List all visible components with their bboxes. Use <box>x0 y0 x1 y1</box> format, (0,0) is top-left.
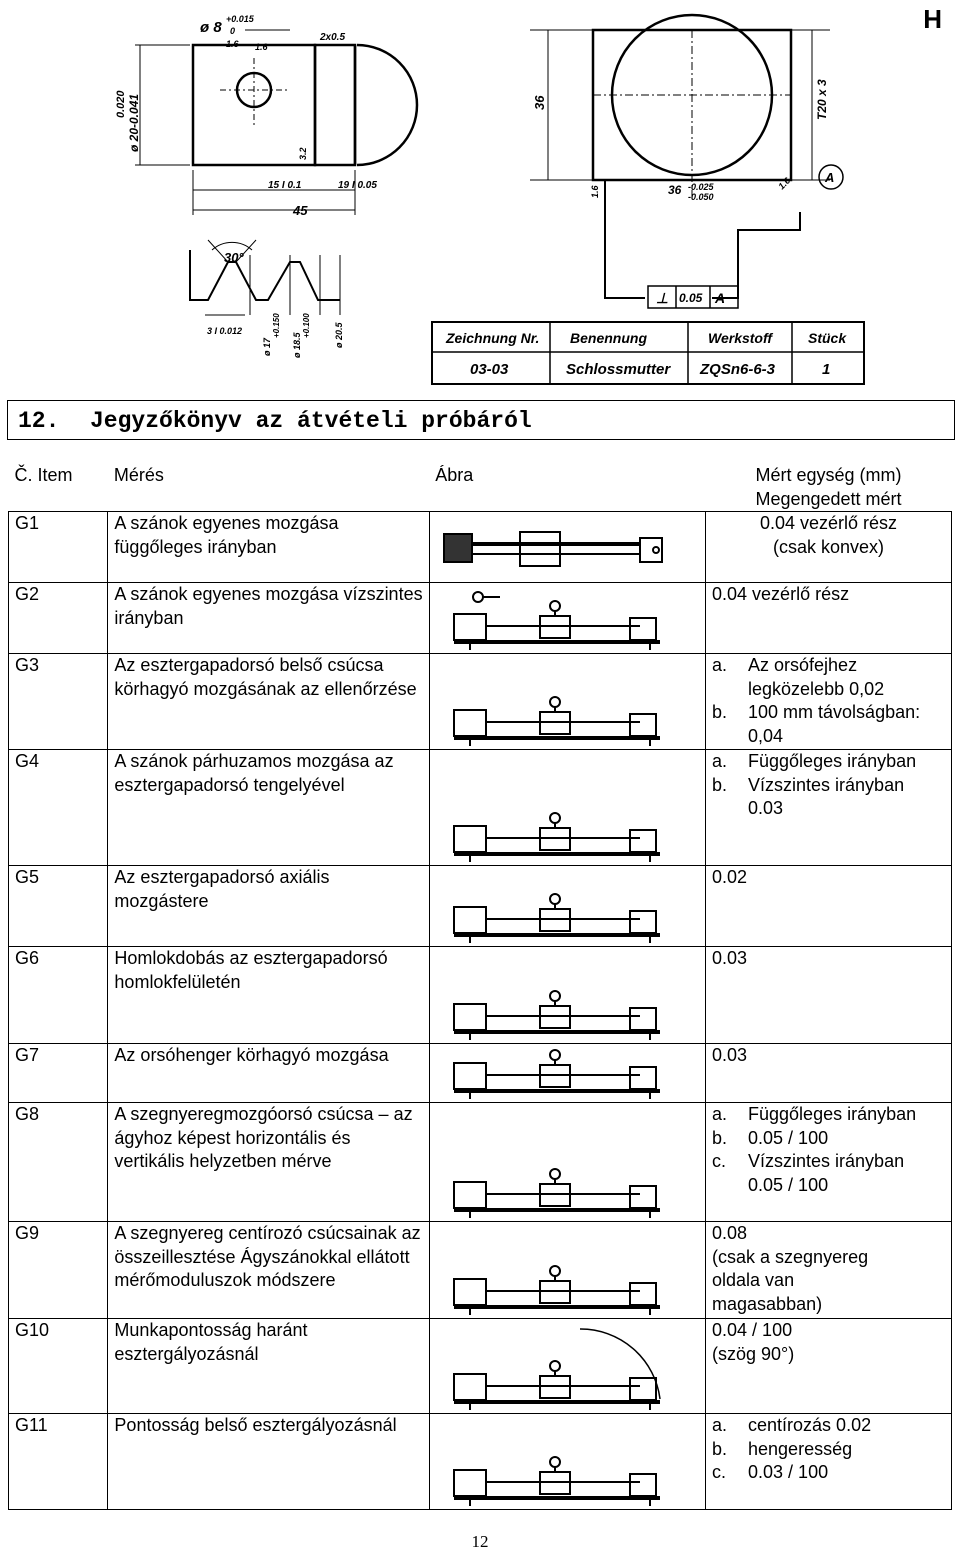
svg-text:-0.050: -0.050 <box>688 192 714 202</box>
title-block-header: Werkstoff <box>708 330 773 346</box>
value-list <box>712 750 945 797</box>
table-row <box>9 512 952 583</box>
row-allowed-value <box>706 1414 952 1510</box>
table-row <box>9 1222 952 1319</box>
axial-play-figure <box>429 866 705 947</box>
facing-accuracy-figure <box>429 1319 705 1414</box>
header-code: Č. Item <box>9 464 108 512</box>
svg-text:ø 18.5: ø 18.5 <box>292 332 302 358</box>
table-row <box>9 750 952 866</box>
svg-text:1.6: 1.6 <box>590 185 600 198</box>
section-number: 12. <box>18 408 60 434</box>
title-block-header: Benennung <box>570 330 647 346</box>
row-code: G2 <box>9 583 108 654</box>
row-allowed-value <box>706 1103 952 1222</box>
face-runout-figure <box>429 947 705 1044</box>
row-allowed-value <box>706 512 952 583</box>
table-row <box>9 1044 952 1103</box>
value-list-item: b. 100 mm távolságban: 0,04 <box>712 702 921 746</box>
row-measurement: A szegnyeregmozgóorsó csúcsa – az ágyhoz képest horizontális és vertikális helyzetben mérve <box>108 1103 429 1222</box>
row-allowed-value <box>706 1319 952 1414</box>
row-measurement: A szánok párhuzamos mozgása az esztergapadorsó tengelyével <box>108 750 429 866</box>
value-list-tail: 0.05 / 100 <box>748 1174 829 1195</box>
tailstock-quill-figure <box>429 1103 705 1222</box>
table-row <box>9 1103 952 1222</box>
row-code: G11 <box>9 1414 108 1510</box>
value-list-item: a. Függőleges irányban <box>712 1104 917 1124</box>
row-measurement: A szánok egyenes mozgása függőleges irányban <box>108 512 429 583</box>
value-line: (csak konvex) <box>772 536 885 557</box>
svg-text:0: 0 <box>230 26 236 36</box>
row-measurement: A szegnyereg centírozó csúcsainak az összeillesztése Ágyszánokkal ellátott mérőmoduluszok módszere <box>108 1222 429 1319</box>
row-measurement: Az orsóhenger körhagyó mozgása <box>108 1044 429 1103</box>
svg-text:1.6: 1.6 <box>226 39 239 49</box>
row-allowed-value <box>706 1044 952 1103</box>
table-header-row <box>9 464 952 512</box>
row-code: G9 <box>9 1222 108 1319</box>
title-block-value: 03-03 <box>470 361 509 378</box>
svg-text:A: A <box>825 170 835 185</box>
value-list-item: c. Vízszintes irányban <box>712 1151 905 1171</box>
svg-text:3.2: 3.2 <box>298 147 308 160</box>
svg-text:ø 20.5: ø 20.5 <box>334 322 344 348</box>
spindle-runout-figure <box>429 654 705 750</box>
value-line: (szög 90°) <box>712 1343 795 1364</box>
row-code: G8 <box>9 1103 108 1222</box>
svg-text:ø 17: ø 17 <box>262 337 272 356</box>
spindle-parallel-figure <box>429 750 705 866</box>
quill-runout-figure <box>429 1044 705 1103</box>
row-code: G10 <box>9 1319 108 1414</box>
value-line: 0.04 / 100 <box>712 1320 793 1340</box>
lathe-dial-indicator-figure <box>429 583 705 654</box>
row-code: G6 <box>9 947 108 1044</box>
title-block-header: Stück <box>808 330 847 346</box>
internal-turning-figure <box>429 1414 705 1510</box>
title-block-value: 1 <box>822 361 831 378</box>
row-allowed-value <box>706 1222 952 1319</box>
title-block-header: Zeichnung Nr. <box>446 330 540 346</box>
value-list <box>712 1414 945 1485</box>
value-list <box>712 654 945 748</box>
svg-text:30°: 30° <box>224 250 244 265</box>
svg-text:1.6: 1.6 <box>776 175 793 192</box>
row-measurement: A szánok egyenes mozgása vízszintes irányban <box>108 583 429 654</box>
row-code: G7 <box>9 1044 108 1103</box>
row-allowed-value <box>706 583 952 654</box>
svg-text:-0.025: -0.025 <box>688 182 714 192</box>
value-list-item: b. Vízszintes irányban <box>712 774 905 795</box>
value-list <box>712 1103 945 1174</box>
svg-text:36: 36 <box>668 183 682 197</box>
svg-text:0.05: 0.05 <box>679 291 703 305</box>
row-code: G4 <box>9 750 108 866</box>
thread-detail <box>190 240 340 315</box>
row-allowed-value <box>706 750 952 866</box>
header-measurement: Mérés <box>108 464 429 512</box>
header-figure: Ábra <box>429 464 705 512</box>
row-measurement: Az esztergapadorsó axiális mozgástere <box>108 866 429 947</box>
side-view <box>135 30 355 215</box>
technical-drawing <box>0 0 960 392</box>
svg-text:2x0.5: 2x0.5 <box>320 32 346 43</box>
center-alignment-figure <box>429 1222 705 1319</box>
table-row <box>9 866 952 947</box>
value-list-item: a. Az orsófejhez legközelebb 0,02 <box>712 655 885 699</box>
header-value: Mért egység (mm) Megengedett mért <box>706 464 952 512</box>
value-list-item: b. hengeresség <box>712 1438 853 1459</box>
value-line: 0.08 <box>712 1223 748 1243</box>
value-line: 0.03 <box>712 1045 748 1065</box>
title-block-value: Schlossmutter <box>566 361 671 378</box>
row-measurement: Homlokdobás az esztergapadorsó homlokfelületén <box>108 947 429 1044</box>
row-allowed-value <box>706 947 952 1044</box>
svg-text:⊥: ⊥ <box>656 290 669 306</box>
table-row <box>9 1319 952 1414</box>
value-line: 0.04 vezérlő rész <box>759 513 898 533</box>
svg-text:ø 20-0.041: ø 20-0.041 <box>127 93 141 152</box>
svg-text:45: 45 <box>293 203 308 218</box>
value-line: 0.03 <box>712 948 748 968</box>
page-number: 12 <box>471 1532 489 1551</box>
row-allowed-value <box>706 866 952 947</box>
front-view <box>357 15 843 308</box>
row-measurement: Az esztergapadorsó belső csúcsa körhagyó mozgásának az ellenőrzése <box>108 654 429 750</box>
svg-text:3 I 0.012: 3 I 0.012 <box>207 326 243 336</box>
row-code: G1 <box>9 512 108 583</box>
value-list-item: c. 0.03 / 100 <box>712 1462 829 1482</box>
value-line: 0.04 vezérlő rész <box>712 584 850 604</box>
page-letter: H <box>923 4 942 34</box>
table-row <box>9 947 952 1044</box>
value-line: (csak a szegnyereg <box>712 1246 869 1267</box>
value-list-item: a. centírozás 0.02 <box>712 1415 872 1435</box>
svg-text:T20 x 3: T20 x 3 <box>815 79 829 120</box>
row-code: G3 <box>9 654 108 750</box>
row-measurement: Munkapontosság haránt esztergályozásnál <box>108 1319 429 1414</box>
row-code: G5 <box>9 866 108 947</box>
svg-text:36: 36 <box>532 95 547 110</box>
thread-detail-dims <box>207 250 344 358</box>
value-list-item: a. Függőleges irányban <box>712 751 917 771</box>
value-line: oldala van <box>712 1270 795 1290</box>
svg-text:+0.015: +0.015 <box>226 14 254 24</box>
value-list-tail: 0.03 <box>748 798 784 818</box>
section-title: Jegyzőkönyv az átvételi próbáról <box>90 408 532 434</box>
svg-text:ø 8: ø 8 <box>200 19 222 36</box>
svg-text:+0.100: +0.100 <box>302 313 311 338</box>
carriage-level-figure <box>429 512 705 583</box>
table-row <box>9 654 952 750</box>
svg-text:0.020: 0.020 <box>115 90 127 118</box>
title-block-value: ZQSn6-6-3 <box>700 361 776 378</box>
front-view-dims <box>532 79 834 306</box>
section-heading <box>7 400 955 440</box>
table-row <box>9 1414 952 1510</box>
value-line: magasabban) <box>712 1293 823 1314</box>
acceptance-test-table <box>8 464 952 1510</box>
svg-text:A: A <box>715 290 726 306</box>
row-allowed-value <box>706 654 952 750</box>
table-row <box>9 583 952 654</box>
svg-text:19 I 0.05: 19 I 0.05 <box>338 180 377 191</box>
value-list-item: b. 0.05 / 100 <box>712 1127 829 1148</box>
svg-text:+0.150: +0.150 <box>272 313 281 338</box>
svg-text:15 I 0.1: 15 I 0.1 <box>268 180 302 191</box>
row-measurement: Pontosság belső esztergályozásnál <box>108 1414 429 1510</box>
svg-text:1.6: 1.6 <box>255 42 268 52</box>
value-line: 0.02 <box>712 867 748 887</box>
